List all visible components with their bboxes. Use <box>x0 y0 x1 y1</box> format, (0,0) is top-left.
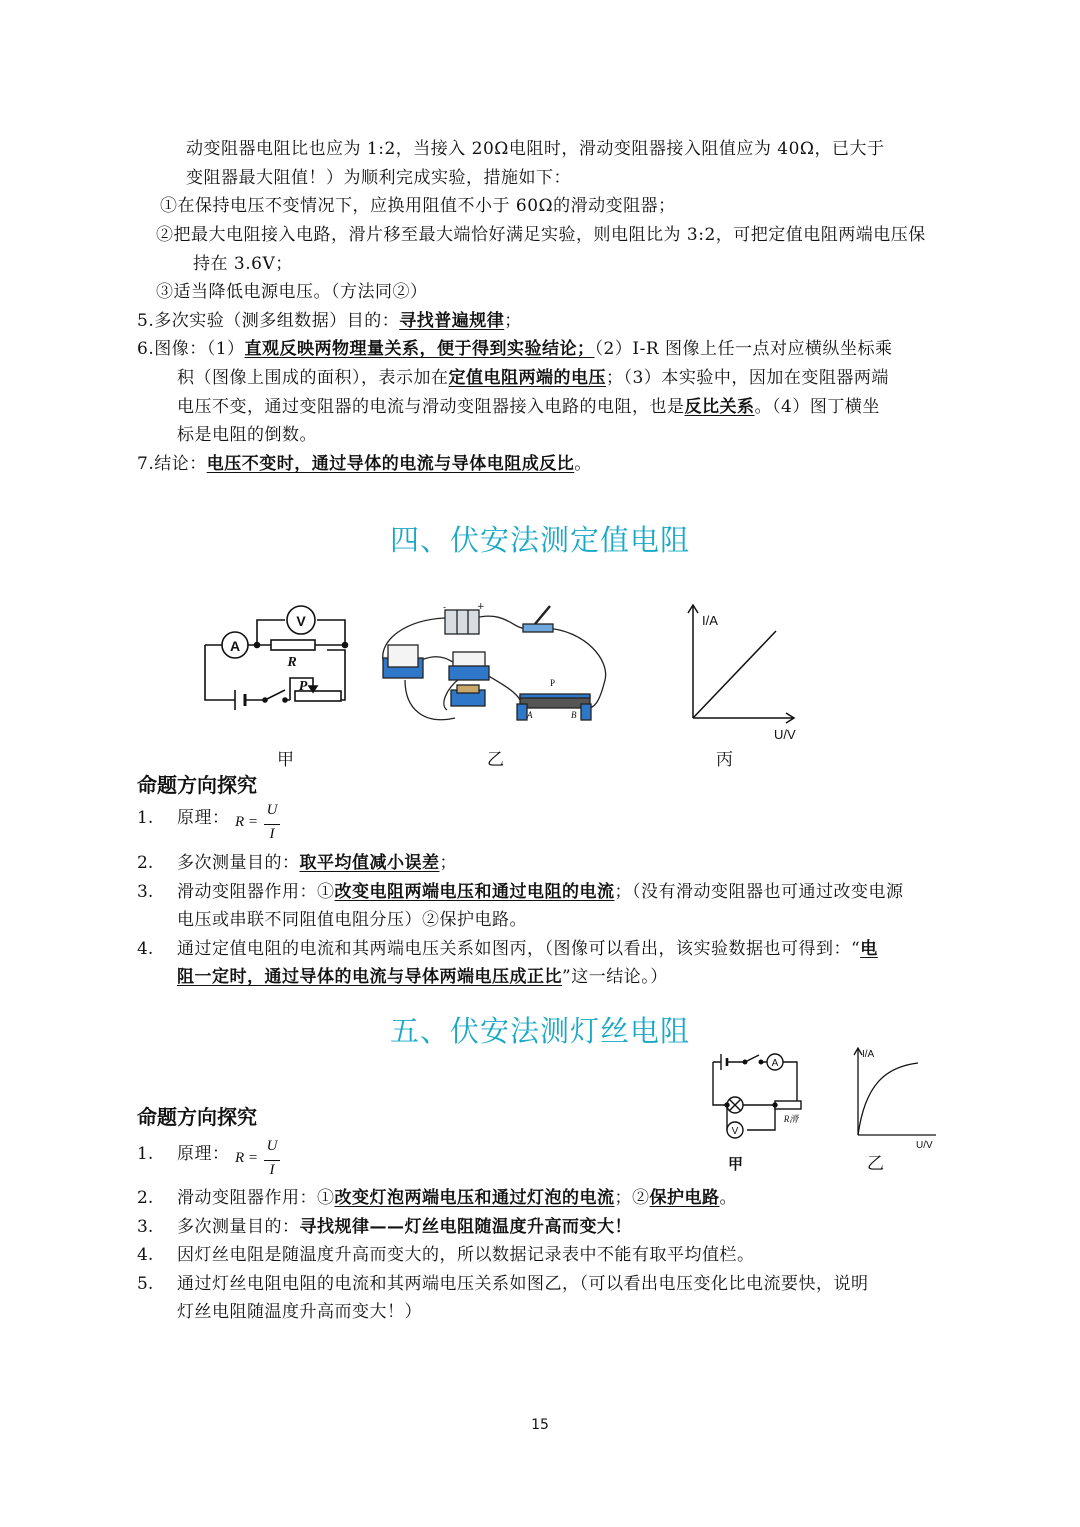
item-number: 2. <box>137 853 154 873</box>
key-point: 阻一定时，通过导体的电流与导体两端电压成正比 <box>177 967 562 987</box>
key-point: 改变电阻两端电压和通过电阻的电流 <box>334 882 615 902</box>
item-text: 原理： <box>177 808 230 828</box>
item-text: 5.多次实验（测多组数据）目的： <box>137 311 400 331</box>
svg-text:B: B <box>571 710 577 720</box>
physical-circuit-illustration <box>375 600 615 735</box>
slider-label: P <box>298 679 308 694</box>
formula <box>235 802 285 848</box>
item-7 <box>137 452 592 476</box>
formula-denominator: I <box>269 826 275 842</box>
item-number: 1. <box>137 1144 154 1164</box>
item-text: 通过定值电阻的电流和其两端电压关系如图丙，（图像可以看出，该实验数据也可得到：“ <box>177 939 861 959</box>
item-text: 因灯丝电阻是随温度升高而变大的，所以数据记录表中不能有取平均值栏。 <box>177 1245 755 1265</box>
item-text: 灯丝电阻随温度升高而变大！） <box>177 1302 422 1322</box>
item-text <box>177 851 457 875</box>
figure-caption: 乙 <box>487 750 504 770</box>
key-point: 电 <box>860 939 878 959</box>
formula-denominator: I <box>269 1162 275 1178</box>
y-axis-label: I/A <box>702 613 718 628</box>
item-text: （2）I-R 图像上任一点对应横纵坐标乘 <box>594 339 893 359</box>
item-text <box>177 937 878 961</box>
figure-caption: 乙 <box>867 1154 884 1174</box>
item-text: ；（3）本实验中，因加在变阻器两端 <box>606 368 889 388</box>
item-text <box>177 880 904 904</box>
text-line: 持在 3.6V； <box>193 254 293 274</box>
key-point: 取平均值减小误差 <box>299 853 440 873</box>
key-point: 寻找规律——灯丝电阻随温度升高而变大！ <box>299 1217 632 1237</box>
item-number: 2. <box>137 1188 154 1208</box>
item-text: 电压不变，通过变阻器的电流与滑动变阻器接入电路的电阻，也是 <box>177 397 685 417</box>
text-line: ③适当降低电源电压。（方法同②） <box>156 282 428 302</box>
circuit-diagram-fixed-resistor <box>195 600 365 710</box>
x-axis-label: U/V <box>774 727 796 742</box>
item-text: ；② <box>614 1188 650 1208</box>
key-point: 保护电路 <box>649 1188 720 1208</box>
figure-caption: 丙 <box>716 750 733 770</box>
figure-caption: 甲 <box>728 1155 744 1173</box>
item-number: 3. <box>137 1217 154 1237</box>
item-text: 6.图像：（1） <box>137 339 245 359</box>
item-text: 通过灯丝电阻电阻的电流和其两端电压关系如图乙，（可以看出电压变化比电流要快，说明 <box>177 1274 869 1294</box>
item-number: 3. <box>137 882 154 902</box>
formula-lhs: R = <box>235 814 259 830</box>
item-text: ； <box>504 311 522 331</box>
key-point: 电压不变时，通过导体的电流与导体电阻成反比 <box>206 454 575 474</box>
text-line: ①在保持电压不变情况下，应换用阻值不小于 60Ω的滑动变阻器； <box>160 196 676 216</box>
item-number: 5. <box>137 1274 154 1294</box>
item-text: 。（4）图丁横坐 <box>754 397 880 417</box>
rheostat-label: R滑 <box>783 1114 799 1124</box>
key-point: 反比关系 <box>684 397 755 417</box>
circuit-diagram-lamp <box>705 1050 810 1140</box>
item-number: 1. <box>137 808 154 828</box>
item-text: 。 <box>574 454 592 474</box>
formula-numerator: U <box>266 802 278 818</box>
item-text: 多次测量目的： <box>177 1217 300 1237</box>
section-heading: 五、伏安法测灯丝电阻 <box>389 1014 690 1048</box>
fraction-bar <box>264 1160 280 1161</box>
y-axis-label: I/A <box>862 1049 875 1060</box>
item-text: ”这一结论。） <box>562 967 668 987</box>
fraction-bar <box>264 824 280 825</box>
item-text <box>177 1186 737 1210</box>
item-text: 7.结论： <box>137 454 207 474</box>
voltmeter-label: V <box>731 1126 739 1137</box>
formula <box>235 1138 285 1184</box>
item-text: 多次测量目的： <box>177 853 300 873</box>
item-text: 原理： <box>177 1144 230 1164</box>
text-line: 变阻器最大阻值！）为顺利完成实验，措施如下： <box>186 168 571 188</box>
item-6-line-2 <box>177 366 889 390</box>
iu-graph-curve <box>850 1045 940 1150</box>
formula-lhs: R = <box>235 1150 259 1166</box>
svg-text:A: A <box>527 710 533 720</box>
figure-caption: 甲 <box>277 750 294 770</box>
text-line: 动变阻器电阻比也应为 1:2，当接入 20Ω电阻时，滑动变阻器接入阻值应为 40Ω，已大于 <box>186 139 885 159</box>
item-text: ； <box>439 853 457 873</box>
item-text <box>177 1215 632 1239</box>
item-text: 电压或串联不同阻值电阻分压）②保护电路。 <box>177 910 527 930</box>
item-text: 滑动变阻器作用：① <box>177 1188 335 1208</box>
key-point: 直观反映两物理量关系，便于得到实验结论； <box>244 339 595 359</box>
ammeter-label: A <box>229 638 241 654</box>
formula-numerator: U <box>266 1138 278 1154</box>
item-text: 积（图像上围成的面积），表示加在 <box>177 368 449 388</box>
voltmeter-label: V <box>296 613 306 629</box>
svg-text:+: + <box>477 602 485 612</box>
item-number: 4. <box>137 1245 154 1265</box>
subheading: 命题方向探究 <box>137 773 257 797</box>
item-number: 4. <box>137 939 154 959</box>
svg-text:P: P <box>550 678 556 688</box>
item-text: 滑动变阻器作用：① <box>177 882 335 902</box>
item-6-line-3 <box>177 395 880 419</box>
key-point: 定值电阻两端的电压 <box>448 368 606 388</box>
page-number: 15 <box>531 1417 549 1433</box>
item-5 <box>137 309 522 333</box>
text-line: ②把最大电阻接入电路，滑片移至最大端恰好满足实验，则电阻比为 3:2，可把定值电阻两端电压保 <box>156 225 926 245</box>
ammeter-label: A <box>771 1058 779 1069</box>
item-text <box>177 965 668 989</box>
key-point: 寻找普遍规律 <box>399 311 505 331</box>
svg-text:-: - <box>443 603 447 613</box>
key-point: 改变灯泡两端电压和通过灯泡的电流 <box>334 1188 615 1208</box>
item-6 <box>137 337 893 361</box>
item-6-line-4: 标是电阻的倒数。 <box>177 425 317 445</box>
subheading: 命题方向探究 <box>137 1105 257 1129</box>
iu-graph-linear <box>680 603 800 743</box>
item-text: ；（没有滑动变阻器也可通过改变电源 <box>614 882 904 902</box>
section-heading: 四、伏安法测定值电阻 <box>389 523 690 557</box>
item-text: 。 <box>719 1188 737 1208</box>
x-axis-label: U/V <box>916 1140 933 1151</box>
resistor-label: R <box>287 655 297 670</box>
